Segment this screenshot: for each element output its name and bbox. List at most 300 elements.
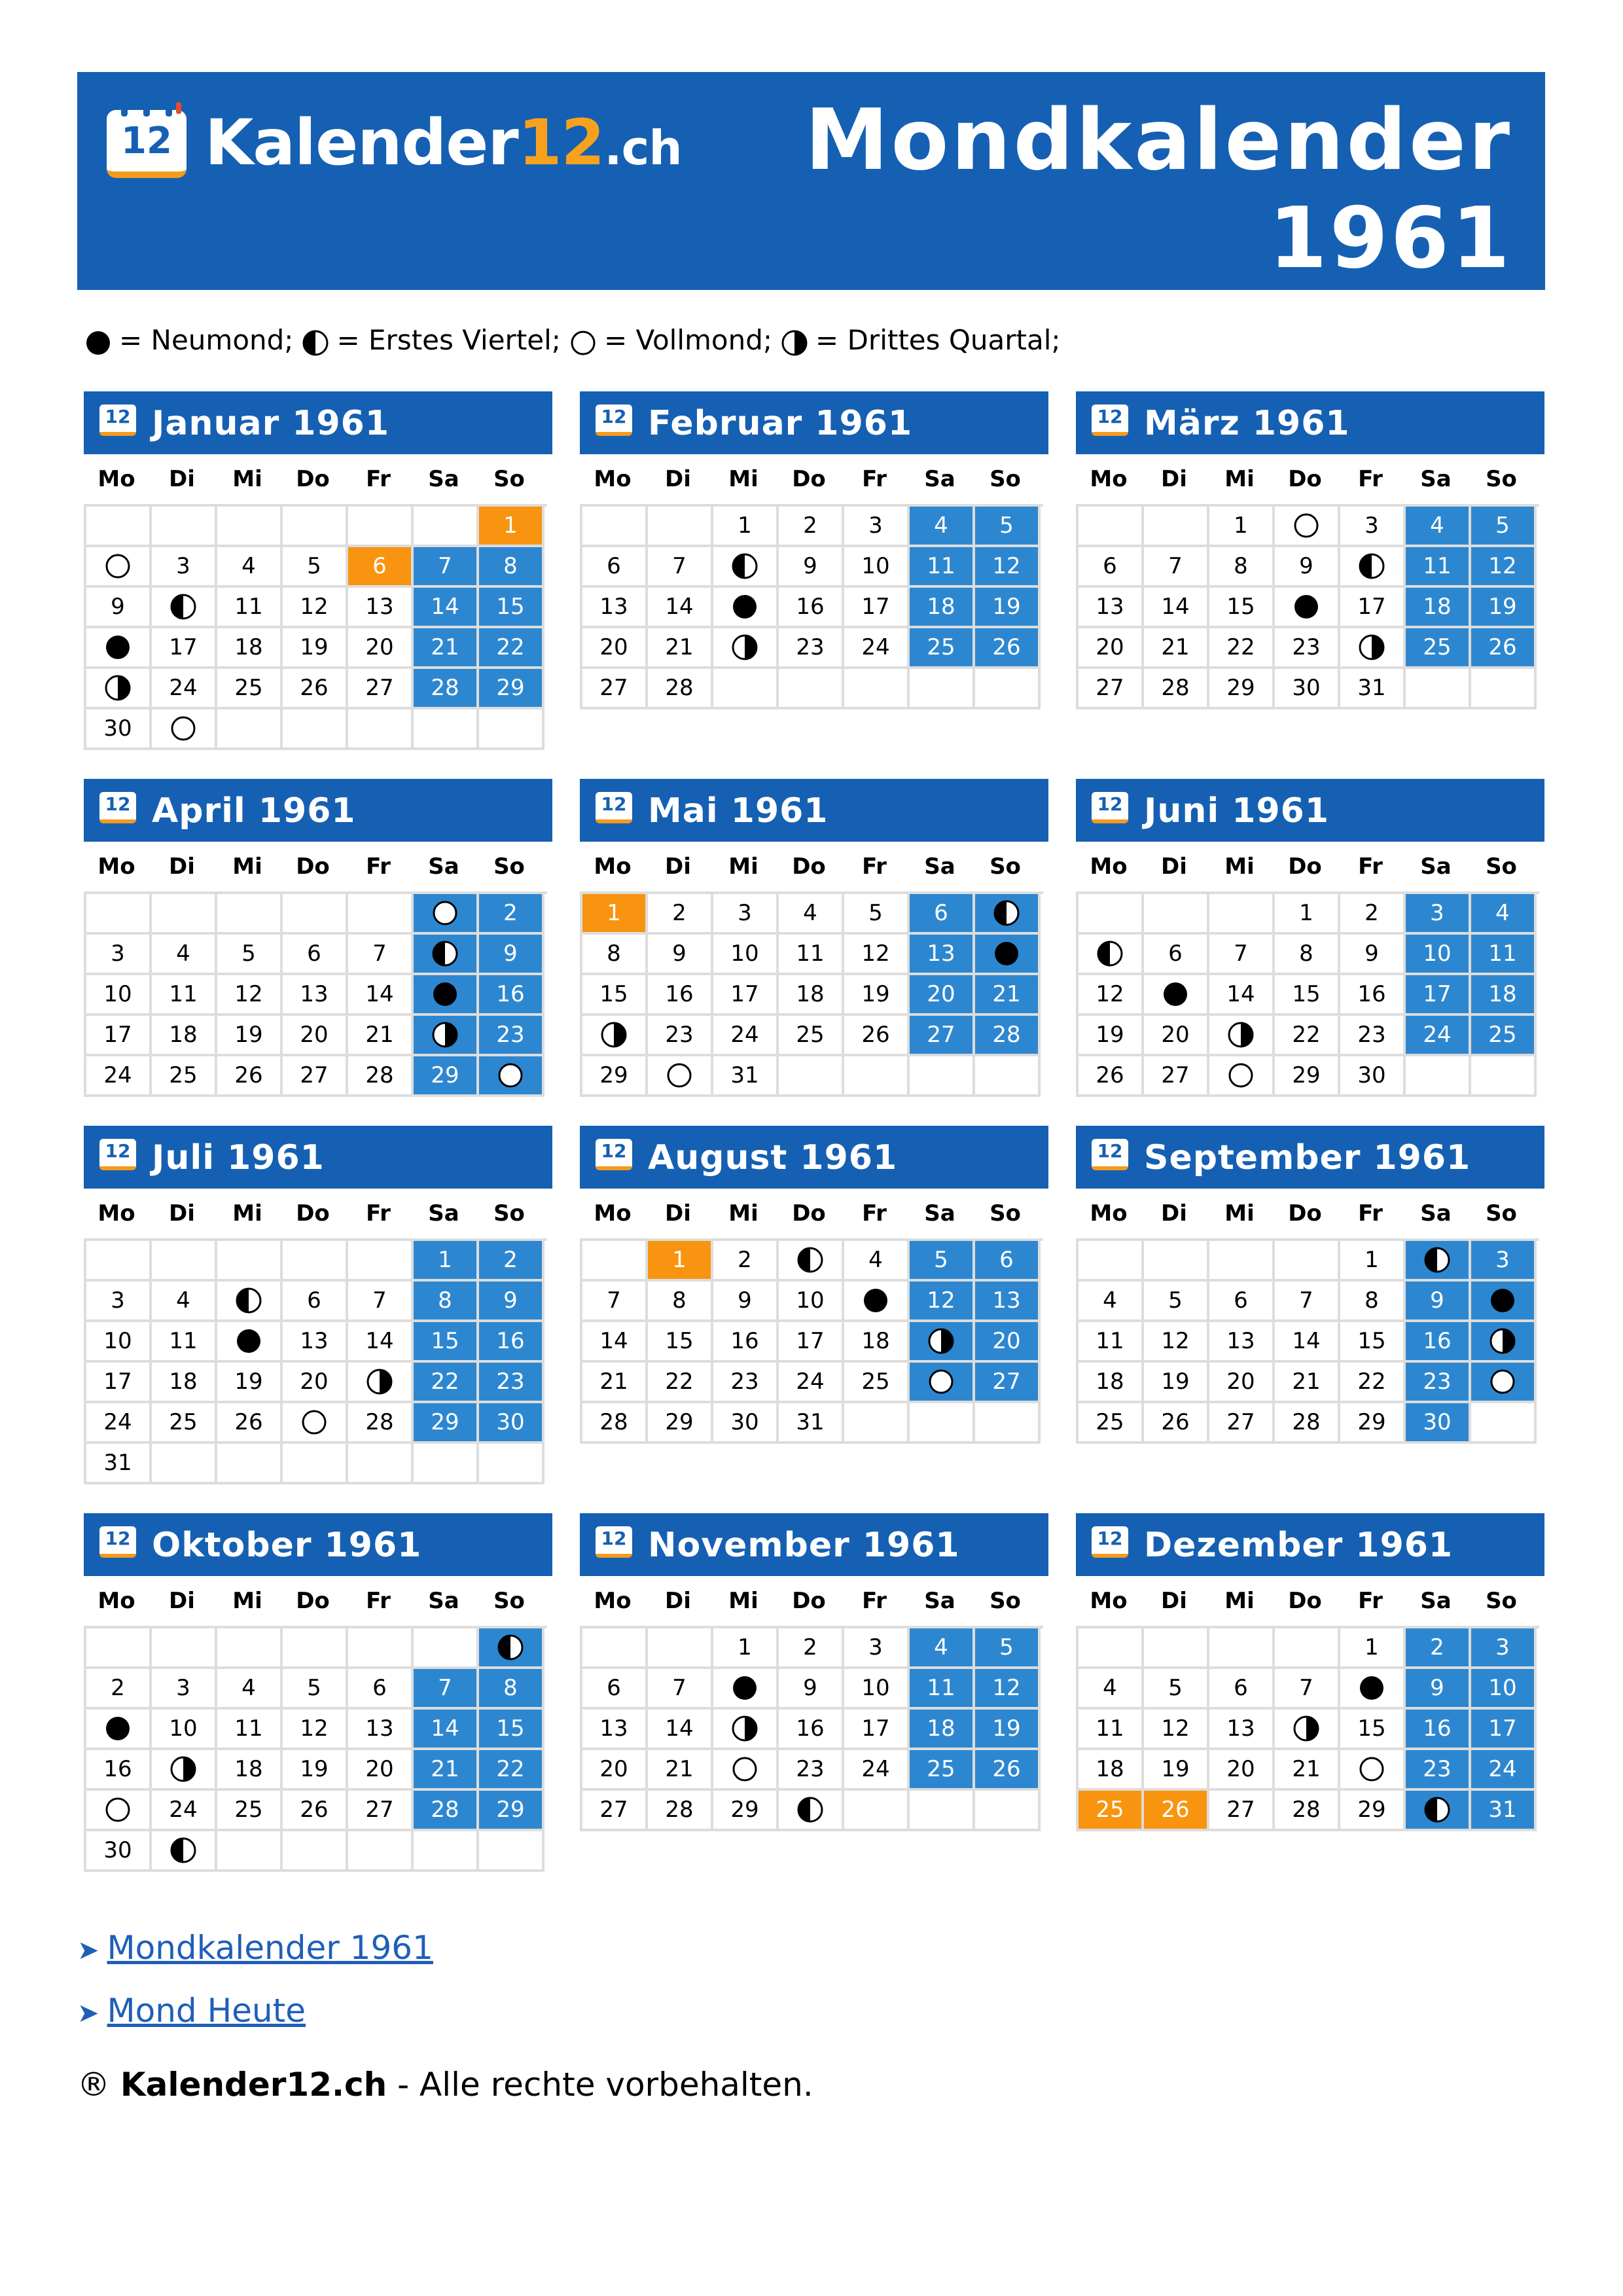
day-cell[interactable]: 4	[217, 547, 283, 588]
day-cell[interactable]: 5	[975, 507, 1041, 547]
day-cell[interactable]: 13	[283, 1322, 348, 1363]
day-cell[interactable]: 29	[479, 1791, 544, 1831]
day-cell[interactable]: 6	[348, 547, 414, 588]
day-cell[interactable]: 11	[152, 975, 217, 1016]
day-cell[interactable]: 30	[86, 1831, 152, 1872]
day-cell[interactable]: 15	[582, 975, 648, 1016]
day-cell[interactable]: 27	[582, 1791, 648, 1831]
day-cell[interactable]: 6	[348, 1669, 414, 1710]
day-cell[interactable]: 3	[1471, 1628, 1537, 1669]
day-cell[interactable]: 27	[348, 1791, 414, 1831]
day-cell[interactable]: 25	[217, 1791, 283, 1831]
day-cell[interactable]: 27	[1079, 669, 1144, 709]
day-cell[interactable]: 9	[713, 1282, 779, 1322]
day-cell[interactable]: 1	[713, 507, 779, 547]
day-cell[interactable]: 20	[1144, 1016, 1209, 1056]
day-cell[interactable]: 14	[414, 1710, 479, 1750]
day-cell[interactable]: 31	[1471, 1791, 1537, 1831]
day-cell[interactable]: 17	[779, 1322, 844, 1363]
day-cell[interactable]: 6	[1144, 935, 1209, 975]
day-cell[interactable]: 29	[414, 1056, 479, 1097]
day-cell[interactable]: 21	[1275, 1363, 1340, 1403]
day-cell[interactable]: 18	[844, 1322, 910, 1363]
day-cell[interactable]: 15	[1275, 975, 1340, 1016]
day-cell[interactable]: 20	[283, 1363, 348, 1403]
day-cell[interactable]: 23	[779, 628, 844, 669]
day-cell[interactable]: 18	[1471, 975, 1537, 1016]
day-cell[interactable]: 12	[283, 588, 348, 628]
day-cell[interactable]: 12	[1079, 975, 1144, 1016]
day-cell[interactable]: 1	[648, 1241, 713, 1282]
day-cell[interactable]: 25	[1079, 1403, 1144, 1444]
day-cell[interactable]: 10	[86, 1322, 152, 1363]
day-cell[interactable]: 3	[152, 547, 217, 588]
day-cell[interactable]: 31	[779, 1403, 844, 1444]
day-cell[interactable]: 6	[1079, 547, 1144, 588]
day-cell[interactable]: 5	[283, 1669, 348, 1710]
day-cell[interactable]: 11	[1471, 935, 1537, 975]
day-cell[interactable]: 9	[1340, 935, 1406, 975]
day-cell[interactable]: 19	[217, 1363, 283, 1403]
day-cell[interactable]: 5	[217, 935, 283, 975]
day-cell[interactable]: 6	[582, 1669, 648, 1710]
day-cell[interactable]	[1079, 935, 1144, 975]
day-cell[interactable]: 14	[348, 1322, 414, 1363]
day-cell[interactable]: 10	[152, 1710, 217, 1750]
day-cell[interactable]: 1	[479, 507, 544, 547]
day-cell[interactable]: 13	[582, 588, 648, 628]
day-cell[interactable]: 11	[217, 1710, 283, 1750]
day-cell[interactable]: 13	[1079, 588, 1144, 628]
day-cell[interactable]	[713, 1750, 779, 1791]
day-cell[interactable]: 8	[648, 1282, 713, 1322]
day-cell[interactable]: 7	[582, 1282, 648, 1322]
day-cell[interactable]: 3	[86, 1282, 152, 1322]
day-cell[interactable]: 8	[1209, 547, 1275, 588]
day-cell[interactable]: 16	[1406, 1322, 1471, 1363]
day-cell[interactable]: 18	[910, 588, 975, 628]
day-cell[interactable]: 29	[1340, 1791, 1406, 1831]
day-cell[interactable]	[975, 935, 1041, 975]
day-cell[interactable]: 4	[1471, 894, 1537, 935]
day-cell[interactable]: 12	[1144, 1710, 1209, 1750]
day-cell[interactable]: 25	[1079, 1791, 1144, 1831]
day-cell[interactable]: 17	[1406, 975, 1471, 1016]
day-cell[interactable]: 26	[217, 1403, 283, 1444]
day-cell[interactable]: 1	[1340, 1241, 1406, 1282]
day-cell[interactable]: 9	[86, 588, 152, 628]
day-cell[interactable]: 23	[479, 1363, 544, 1403]
day-cell[interactable]: 12	[910, 1282, 975, 1322]
day-cell[interactable]: 30	[1406, 1403, 1471, 1444]
day-cell[interactable]: 10	[844, 547, 910, 588]
day-cell[interactable]: 17	[86, 1016, 152, 1056]
day-cell[interactable]: 3	[713, 894, 779, 935]
day-cell[interactable]: 29	[1340, 1403, 1406, 1444]
day-cell[interactable]: 17	[713, 975, 779, 1016]
day-cell[interactable]: 13	[283, 975, 348, 1016]
day-cell[interactable]: 23	[713, 1363, 779, 1403]
day-cell[interactable]: 20	[1209, 1363, 1275, 1403]
day-cell[interactable]: 7	[648, 547, 713, 588]
day-cell[interactable]: 12	[283, 1710, 348, 1750]
day-cell[interactable]: 12	[217, 975, 283, 1016]
day-cell[interactable]	[1406, 1241, 1471, 1282]
day-cell[interactable]: 28	[975, 1016, 1041, 1056]
day-cell[interactable]: 28	[1275, 1403, 1340, 1444]
day-cell[interactable]: 4	[1079, 1282, 1144, 1322]
day-cell[interactable]: 10	[844, 1669, 910, 1710]
day-cell[interactable]: 20	[975, 1322, 1041, 1363]
day-cell[interactable]: 2	[479, 1241, 544, 1282]
day-cell[interactable]: 20	[910, 975, 975, 1016]
day-cell[interactable]	[86, 669, 152, 709]
day-cell[interactable]	[152, 588, 217, 628]
day-cell[interactable]	[1209, 1016, 1275, 1056]
day-cell[interactable]: 19	[844, 975, 910, 1016]
day-cell[interactable]: 26	[283, 669, 348, 709]
day-cell[interactable]	[152, 1750, 217, 1791]
day-cell[interactable]	[1340, 628, 1406, 669]
day-cell[interactable]: 16	[1340, 975, 1406, 1016]
day-cell[interactable]: 18	[217, 628, 283, 669]
day-cell[interactable]	[1471, 1322, 1537, 1363]
day-cell[interactable]	[1275, 1710, 1340, 1750]
day-cell[interactable]: 7	[1275, 1669, 1340, 1710]
day-cell[interactable]: 19	[975, 588, 1041, 628]
day-cell[interactable]	[283, 1403, 348, 1444]
day-cell[interactable]: 22	[414, 1363, 479, 1403]
day-cell[interactable]: 1	[414, 1241, 479, 1282]
day-cell[interactable]: 12	[1144, 1322, 1209, 1363]
day-cell[interactable]: 13	[975, 1282, 1041, 1322]
day-cell[interactable]: 19	[1079, 1016, 1144, 1056]
day-cell[interactable]: 19	[283, 1750, 348, 1791]
day-cell[interactable]: 30	[713, 1403, 779, 1444]
day-cell[interactable]: 23	[479, 1016, 544, 1056]
day-cell[interactable]: 6	[283, 1282, 348, 1322]
day-cell[interactable]: 12	[1471, 547, 1537, 588]
day-cell[interactable]: 22	[1209, 628, 1275, 669]
day-cell[interactable]	[86, 1791, 152, 1831]
day-cell[interactable]: 9	[479, 935, 544, 975]
day-cell[interactable]: 24	[844, 628, 910, 669]
day-cell[interactable]	[479, 1628, 544, 1669]
day-cell[interactable]: 28	[414, 1791, 479, 1831]
day-cell[interactable]: 6	[1209, 1669, 1275, 1710]
day-cell[interactable]: 5	[283, 547, 348, 588]
day-cell[interactable]: 10	[779, 1282, 844, 1322]
day-cell[interactable]: 16	[713, 1322, 779, 1363]
day-cell[interactable]: 8	[479, 1669, 544, 1710]
day-cell[interactable]: 13	[1209, 1710, 1275, 1750]
day-cell[interactable]: 22	[648, 1363, 713, 1403]
day-cell[interactable]: 9	[779, 547, 844, 588]
day-cell[interactable]: 10	[1471, 1669, 1537, 1710]
day-cell[interactable]	[779, 1791, 844, 1831]
day-cell[interactable]: 8	[1340, 1282, 1406, 1322]
day-cell[interactable]: 11	[217, 588, 283, 628]
day-cell[interactable]: 21	[648, 628, 713, 669]
day-cell[interactable]: 9	[1275, 547, 1340, 588]
day-cell[interactable]: 25	[910, 628, 975, 669]
day-cell[interactable]	[1340, 1669, 1406, 1710]
day-cell[interactable]: 28	[348, 1056, 414, 1097]
day-cell[interactable]: 25	[217, 669, 283, 709]
day-cell[interactable]: 26	[217, 1056, 283, 1097]
day-cell[interactable]: 26	[975, 1750, 1041, 1791]
day-cell[interactable]: 21	[582, 1363, 648, 1403]
day-cell[interactable]: 6	[582, 547, 648, 588]
day-cell[interactable]: 7	[348, 1282, 414, 1322]
day-cell[interactable]: 29	[1209, 669, 1275, 709]
day-cell[interactable]	[1275, 507, 1340, 547]
day-cell[interactable]: 15	[1340, 1710, 1406, 1750]
day-cell[interactable]: 3	[152, 1669, 217, 1710]
day-cell[interactable]: 25	[844, 1363, 910, 1403]
day-cell[interactable]	[910, 1363, 975, 1403]
day-cell[interactable]: 7	[1275, 1282, 1340, 1322]
day-cell[interactable]: 3	[1406, 894, 1471, 935]
day-cell[interactable]: 16	[648, 975, 713, 1016]
day-cell[interactable]: 8	[479, 547, 544, 588]
day-cell[interactable]: 27	[975, 1363, 1041, 1403]
day-cell[interactable]: 5	[975, 1628, 1041, 1669]
day-cell[interactable]: 17	[844, 588, 910, 628]
day-cell[interactable]: 27	[1144, 1056, 1209, 1097]
day-cell[interactable]: 16	[479, 975, 544, 1016]
day-cell[interactable]	[779, 1241, 844, 1282]
day-cell[interactable]: 2	[648, 894, 713, 935]
day-cell[interactable]: 9	[1406, 1669, 1471, 1710]
day-cell[interactable]: 16	[779, 588, 844, 628]
day-cell[interactable]	[152, 709, 217, 750]
day-cell[interactable]: 29	[582, 1056, 648, 1097]
day-cell[interactable]: 23	[1275, 628, 1340, 669]
day-cell[interactable]: 14	[414, 588, 479, 628]
day-cell[interactable]: 7	[414, 547, 479, 588]
day-cell[interactable]: 18	[1079, 1750, 1144, 1791]
day-cell[interactable]	[713, 588, 779, 628]
day-cell[interactable]: 21	[414, 1750, 479, 1791]
day-cell[interactable]: 18	[217, 1750, 283, 1791]
day-cell[interactable]: 13	[348, 1710, 414, 1750]
day-cell[interactable]: 16	[479, 1322, 544, 1363]
day-cell[interactable]: 4	[152, 1282, 217, 1322]
day-cell[interactable]	[910, 1322, 975, 1363]
day-cell[interactable]: 31	[1340, 669, 1406, 709]
day-cell[interactable]: 5	[1471, 507, 1537, 547]
day-cell[interactable]	[414, 975, 479, 1016]
day-cell[interactable]: 18	[910, 1710, 975, 1750]
day-cell[interactable]: 4	[1079, 1669, 1144, 1710]
day-cell[interactable]	[844, 1282, 910, 1322]
day-cell[interactable]: 25	[152, 1056, 217, 1097]
day-cell[interactable]: 26	[975, 628, 1041, 669]
day-cell[interactable]: 30	[86, 709, 152, 750]
day-cell[interactable]: 25	[910, 1750, 975, 1791]
day-cell[interactable]: 11	[910, 1669, 975, 1710]
day-cell[interactable]: 3	[844, 507, 910, 547]
day-cell[interactable]: 24	[713, 1016, 779, 1056]
day-cell[interactable]: 14	[1275, 1322, 1340, 1363]
day-cell[interactable]: 5	[1144, 1669, 1209, 1710]
day-cell[interactable]	[1209, 1056, 1275, 1097]
day-cell[interactable]: 20	[582, 628, 648, 669]
day-cell[interactable]	[414, 894, 479, 935]
day-cell[interactable]: 11	[152, 1322, 217, 1363]
day-cell[interactable]: 5	[1144, 1282, 1209, 1322]
day-cell[interactable]: 7	[648, 1669, 713, 1710]
day-cell[interactable]: 23	[1340, 1016, 1406, 1056]
day-cell[interactable]: 15	[1340, 1322, 1406, 1363]
day-cell[interactable]: 9	[779, 1669, 844, 1710]
day-cell[interactable]: 9	[479, 1282, 544, 1322]
day-cell[interactable]: 8	[414, 1282, 479, 1322]
day-cell[interactable]: 23	[779, 1750, 844, 1791]
day-cell[interactable]: 6	[283, 935, 348, 975]
day-cell[interactable]: 26	[1079, 1056, 1144, 1097]
day-cell[interactable]: 3	[86, 935, 152, 975]
day-cell[interactable]: 16	[779, 1710, 844, 1750]
day-cell[interactable]	[217, 1322, 283, 1363]
day-cell[interactable]: 29	[713, 1791, 779, 1831]
day-cell[interactable]: 2	[1406, 1628, 1471, 1669]
day-cell[interactable]: 13	[910, 935, 975, 975]
link-mondkalender[interactable]: Mondkalender 1961	[107, 1929, 433, 1967]
day-cell[interactable]: 8	[582, 935, 648, 975]
day-cell[interactable]: 20	[1079, 628, 1144, 669]
day-cell[interactable]: 27	[1209, 1791, 1275, 1831]
day-cell[interactable]: 2	[779, 507, 844, 547]
day-cell[interactable]	[713, 547, 779, 588]
day-cell[interactable]: 15	[1209, 588, 1275, 628]
day-cell[interactable]: 2	[713, 1241, 779, 1282]
day-cell[interactable]: 3	[844, 1628, 910, 1669]
day-cell[interactable]	[217, 1282, 283, 1322]
day-cell[interactable]	[479, 1056, 544, 1097]
day-cell[interactable]: 22	[479, 628, 544, 669]
day-cell[interactable]: 26	[1471, 628, 1537, 669]
day-cell[interactable]: 3	[1471, 1241, 1537, 1282]
day-cell[interactable]: 12	[975, 547, 1041, 588]
day-cell[interactable]: 27	[910, 1016, 975, 1056]
day-cell[interactable]	[152, 1831, 217, 1872]
day-cell[interactable]: 14	[582, 1322, 648, 1363]
day-cell[interactable]: 20	[348, 628, 414, 669]
day-cell[interactable]: 20	[348, 1750, 414, 1791]
day-cell[interactable]: 5	[910, 1241, 975, 1282]
day-cell[interactable]: 23	[648, 1016, 713, 1056]
day-cell[interactable]: 21	[975, 975, 1041, 1016]
day-cell[interactable]: 28	[414, 669, 479, 709]
day-cell[interactable]: 24	[152, 669, 217, 709]
day-cell[interactable]: 9	[648, 935, 713, 975]
day-cell[interactable]: 4	[217, 1669, 283, 1710]
day-cell[interactable]: 11	[910, 547, 975, 588]
day-cell[interactable]: 29	[414, 1403, 479, 1444]
day-cell[interactable]: 28	[348, 1403, 414, 1444]
day-cell[interactable]: 26	[283, 1791, 348, 1831]
day-cell[interactable]: 26	[1144, 1791, 1209, 1831]
day-cell[interactable]	[348, 1363, 414, 1403]
day-cell[interactable]: 24	[86, 1403, 152, 1444]
day-cell[interactable]: 20	[283, 1016, 348, 1056]
day-cell[interactable]: 4	[844, 1241, 910, 1282]
day-cell[interactable]: 12	[844, 935, 910, 975]
day-cell[interactable]: 16	[1406, 1710, 1471, 1750]
day-cell[interactable]: 24	[844, 1750, 910, 1791]
day-cell[interactable]	[713, 1710, 779, 1750]
day-cell[interactable]: 28	[1275, 1791, 1340, 1831]
day-cell[interactable]: 23	[1406, 1750, 1471, 1791]
day-cell[interactable]: 22	[1275, 1016, 1340, 1056]
day-cell[interactable]: 25	[779, 1016, 844, 1056]
day-cell[interactable]: 19	[1471, 588, 1537, 628]
day-cell[interactable]: 2	[1340, 894, 1406, 935]
day-cell[interactable]: 10	[86, 975, 152, 1016]
day-cell[interactable]: 17	[1471, 1710, 1537, 1750]
day-cell[interactable]: 19	[1144, 1750, 1209, 1791]
day-cell[interactable]: 28	[1144, 669, 1209, 709]
link-mond-heute[interactable]: Mond Heute	[107, 1992, 306, 2030]
day-cell[interactable]: 3	[1340, 507, 1406, 547]
day-cell[interactable]: 18	[152, 1016, 217, 1056]
day-cell[interactable]: 30	[479, 1403, 544, 1444]
day-cell[interactable]: 10	[713, 935, 779, 975]
day-cell[interactable]: 17	[1340, 588, 1406, 628]
day-cell[interactable]: 11	[779, 935, 844, 975]
day-cell[interactable]	[1406, 1791, 1471, 1831]
day-cell[interactable]	[582, 1016, 648, 1056]
day-cell[interactable]: 21	[1275, 1750, 1340, 1791]
day-cell[interactable]: 13	[582, 1710, 648, 1750]
day-cell[interactable]	[1144, 975, 1209, 1016]
day-cell[interactable]	[86, 1710, 152, 1750]
day-cell[interactable]: 4	[1406, 507, 1471, 547]
day-cell[interactable]: 15	[414, 1322, 479, 1363]
day-cell[interactable]: 20	[582, 1750, 648, 1791]
day-cell[interactable]	[713, 628, 779, 669]
day-cell[interactable]: 14	[348, 975, 414, 1016]
day-cell[interactable]: 7	[348, 935, 414, 975]
day-cell[interactable]	[1340, 1750, 1406, 1791]
day-cell[interactable]	[86, 628, 152, 669]
day-cell[interactable]: 16	[86, 1750, 152, 1791]
day-cell[interactable]: 19	[217, 1016, 283, 1056]
day-cell[interactable]: 31	[86, 1444, 152, 1484]
day-cell[interactable]: 29	[648, 1403, 713, 1444]
day-cell[interactable]	[1275, 588, 1340, 628]
day-cell[interactable]: 23	[1406, 1363, 1471, 1403]
day-cell[interactable]: 18	[1079, 1363, 1144, 1403]
day-cell[interactable]: 28	[582, 1403, 648, 1444]
day-cell[interactable]: 1	[1340, 1628, 1406, 1669]
day-cell[interactable]: 21	[648, 1750, 713, 1791]
day-cell[interactable]: 18	[779, 975, 844, 1016]
day-cell[interactable]: 4	[152, 935, 217, 975]
day-cell[interactable]: 4	[910, 1628, 975, 1669]
day-cell[interactable]: 18	[1406, 588, 1471, 628]
day-cell[interactable]: 15	[479, 588, 544, 628]
day-cell[interactable]	[1340, 547, 1406, 588]
day-cell[interactable]: 14	[1144, 588, 1209, 628]
day-cell[interactable]: 1	[582, 894, 648, 935]
day-cell[interactable]: 29	[1275, 1056, 1340, 1097]
day-cell[interactable]: 11	[1079, 1322, 1144, 1363]
day-cell[interactable]: 2	[479, 894, 544, 935]
day-cell[interactable]	[975, 894, 1041, 935]
